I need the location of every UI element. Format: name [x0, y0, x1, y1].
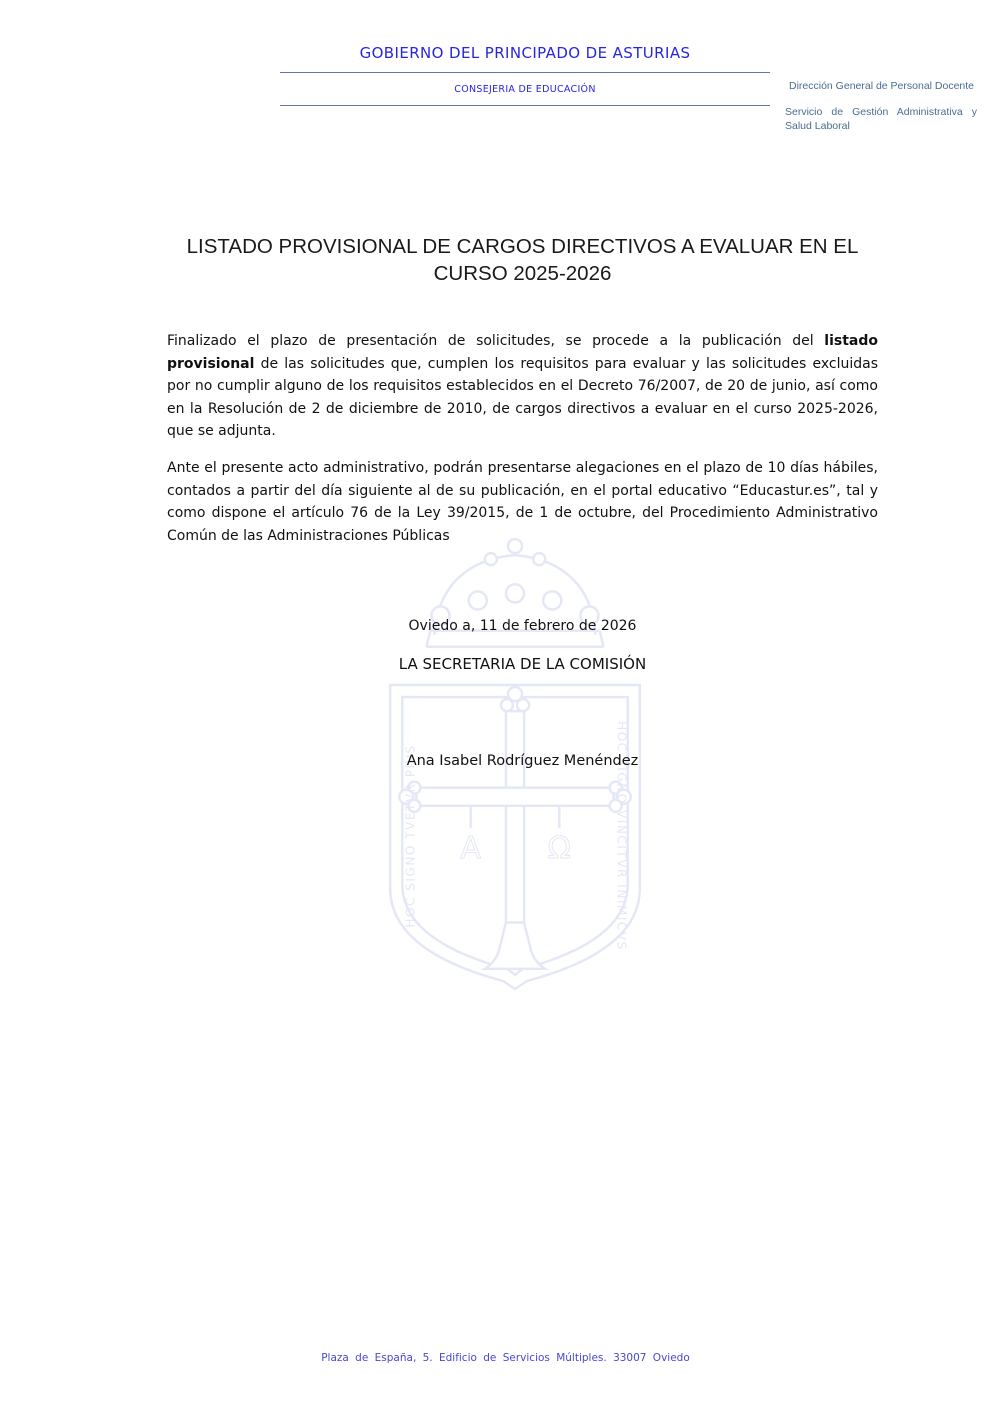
department-name: CONSEJERIA DE EDUCACIÓN — [454, 84, 596, 95]
letterhead-rule-bottom — [280, 105, 770, 106]
paragraph-intro — [167, 330, 878, 443]
omega-glyph: Ω — [547, 831, 571, 867]
paragraph-intro-bold: listado provisional — [167, 333, 878, 372]
dateline: Oviedo a, 11 de febrero de 2026 — [408, 618, 637, 634]
watermark-motto-right: HOC SIGNO VINCITVR INIMICVS — [614, 721, 629, 951]
watermark-motto-left: HOC SIGNO TVETVR PIVS — [403, 744, 418, 928]
paragraph-alegaciones: Ante el presente acto administrativo, podrán presentarse alegaciones en el plazo de 10 días hábiles, contados a partir del día siguiente al de su publicación, en el portal educativo “Educastur.es”, tal y como dispone el artículo 76 de la Ley 39/2015, de 1 de octubre, del Procedimiento Administrativo Común de las Administraciones Públicas — [167, 460, 878, 544]
document-title-line-1: LISTADO PROVISIONAL DE CARGOS DIRECTIVOS A EVALUAR EN EL — [186, 235, 859, 258]
letterhead-rule-top — [280, 72, 770, 73]
unit-direccion-general: Dirección General de Personal Docente — [789, 80, 975, 92]
document-title-line-2: CURSO 2025-2026 — [433, 262, 612, 285]
footer-address: Plaza de España, 5. Edificio de Servicios Múltiples. 33007 Oviedo — [321, 1352, 690, 1364]
unit-servicio-gestion: Servicio de Gestión Administrativa y Salud Laboral — [785, 106, 977, 132]
signer-role: LA SECRETARIA DE LA COMISIÓN — [398, 655, 647, 673]
signer-name: Ana Isabel Rodríguez Menéndez — [406, 753, 639, 769]
paragraph-intro-prefix: Finalizado el plazo de presentación de solicitudes, se procede a la publicación del — [167, 333, 825, 349]
alpha-glyph: Α — [460, 831, 482, 867]
document-title — [167, 233, 878, 287]
paragraph-intro-suffix: de las solicitudes que, cumplen los requisitos para evaluar y las solicitudes excluidas por no cumplir alguno de los requisitos establecidos en el Decreto 76/2007, de 20 de junio, así como en la Resolución de 2 de diciembre de 2010, de cargos directivos a evaluar en el curso 2025-2026, que se adjunta. — [167, 355, 878, 440]
government-name: GOBIERNO DEL PRINCIPADO DE ASTURIAS — [359, 44, 691, 62]
